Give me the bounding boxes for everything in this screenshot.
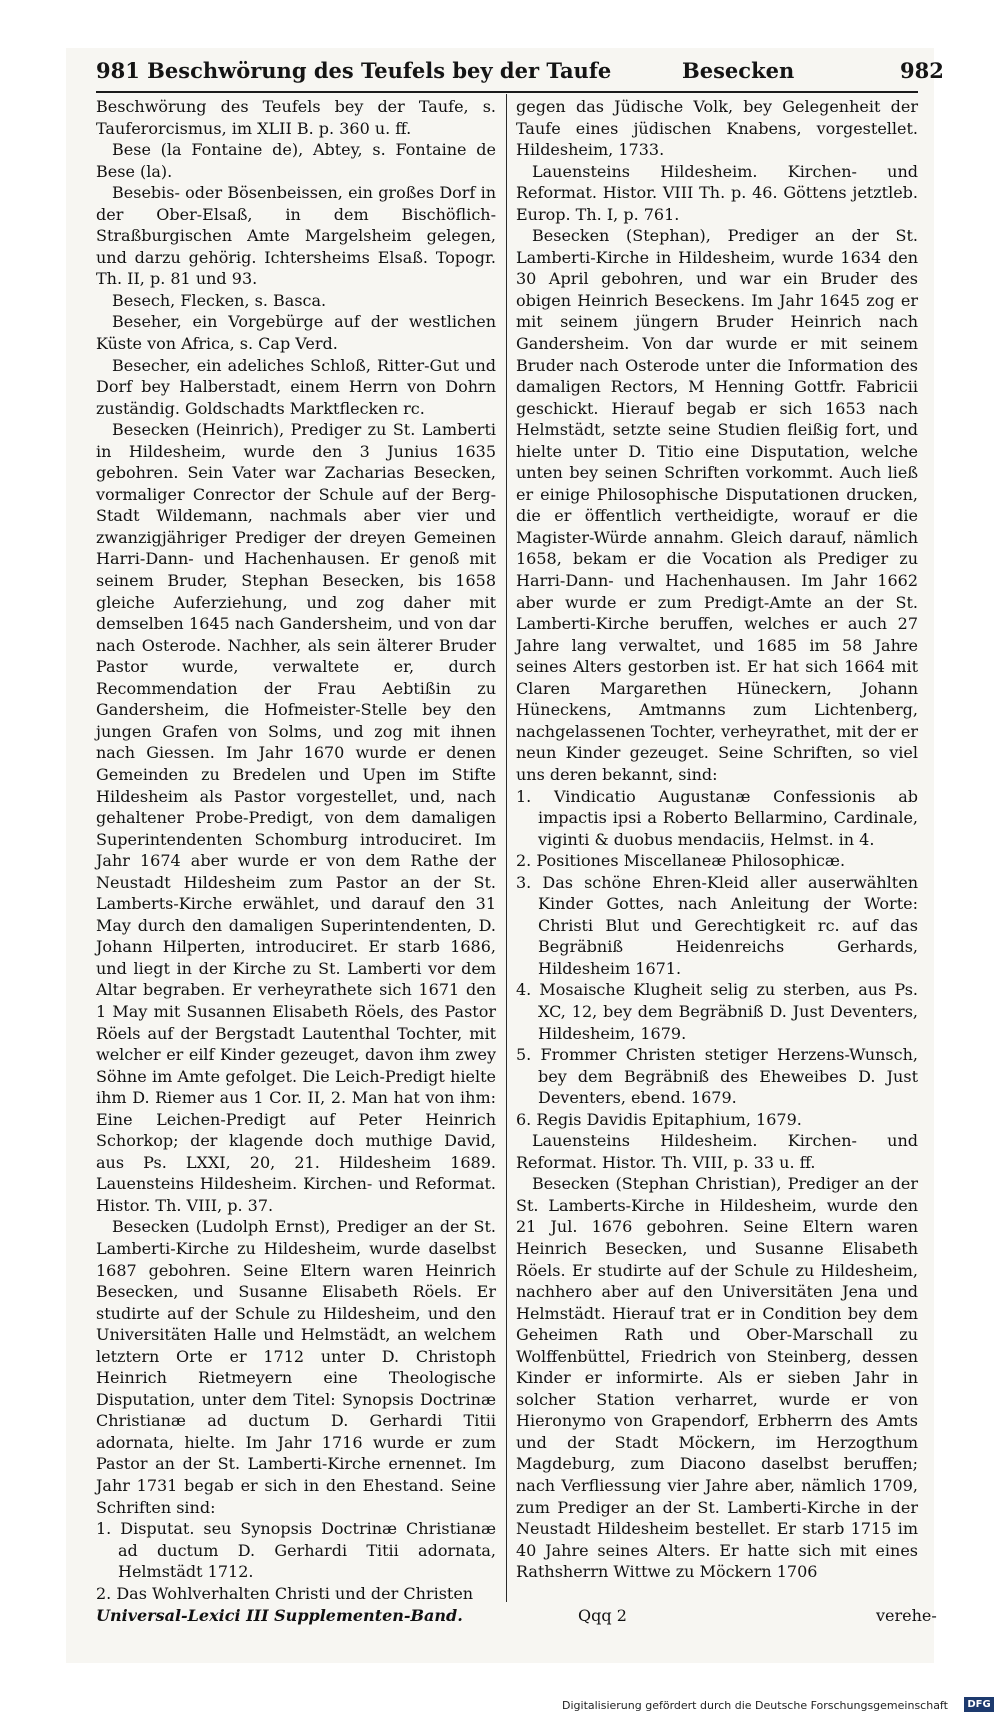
writings-item: 1. Disputat. seu Synopsis Doctrinæ Christianæ ad ductum D. Gerhardi Titii adornata, Helmstädt 1712. — [96, 1519, 496, 1582]
catchword: verehe- — [876, 1606, 937, 1625]
writings-item: 2. Das Wohlverhalten Christi und der Christen — [96, 1583, 474, 1603]
column-divider — [506, 94, 507, 1602]
writings-item: 4. Mosaische Klugheit selig zu sterben, aus Ps. XC, 12, bey dem Begräbniß D. Just Deventers, Hildesheim, 1679. — [516, 980, 918, 1043]
writings-item: 6. Regis Davidis Epitaphium, 1679. — [516, 1109, 802, 1129]
dfg-logo: DFG — [964, 1697, 994, 1712]
source-citation: Lauensteins Hildesheim. Kirchen- und Reformat. Histor. VIII Th. p. 46. Göttens jetztleb. Europ. Th. I, p. 761. — [516, 161, 918, 224]
entry-beschwoerung: Beschwörung des Teufels bey der Taufe, s. Tauferorcismus, im XLII B. p. 360 u. ff. — [96, 97, 496, 138]
entry-besecken-heinrich: Besecken (Heinrich), Prediger zu St. Lamberti in Hildesheim, wurde den 3 Junius 1635 gebohren. Sein Vater war Zacharias Besecken, vormaliger Conrector der Schule auf der Berg-Stadt Wildemann, nachmals aber vier und zwanzigjähriger Prediger der dreyen Gemeinen Harri-Dann- und Hachenhausen. Er genoß mit seinem Bruder, Stephan Besecken, bis 1658 gleiche Auferziehung, und zog daher mit demselben 1645 nach Gandersheim, und von dar nach Osterode. Nachher, als sein älterer Bruder Pastor wurde, verwaltete er, durch Recommendation der Frau Aebtißin zu Gandersheim, die Hofmeister-Stelle bey den jungen Grafen von Solms, und zog mit ihnen nach Giessen. Im Jahr 1670 wurde er denen Gemeinden zu Bredelen und Upen im Stifte Hildesheim als Pastor vorgestellet, und, nach gehaltener Probe-Predigt, von dem damaligen Superintendenten Schomburg introduciret. Im Jahr 1674 aber wurde er von dem Rathe der Neustadt Hildesheim zum Pastor an der St. Lamberts-Kirche erwählet, und darauf den 31 May durch den damaligen Superintendenten, D. Johann Hilperten, introduciret. Er starb 1686, und liegt in der Kirche zu St. Lamberti vor dem Altar begraben. Er verheyrathete sich 1671 den 1 May mit Susannen Elisabeth Röels, des Pastor Röels auf der Bergstadt Lautenthal Tochter, mit welcher er eilf Kinder gezeuget, davon ihm zwey Söhne im Amte gefolget. Die Leich-Predigt hielte ihm D. Riemer aus 1 Cor. II, 2. Man hat von ihm: Eine Leichen-Predigt auf Peter Heinrich Schorkop; der klagende doch muthige David, aus Ps. LXXI, 20, 21. Hildesheim 1689. Lauensteins Hildesheim. Kirchen- und Reformat. Histor. Th. VIII, p. 37. — [96, 420, 496, 1215]
entry-besecher: Besecher, ein adeliches Schloß, Ritter-Gut und Dorf bey Halberstadt, einem Herrn von Dohrn zuständig. Goldschadts Marktflecken rc. — [96, 355, 496, 418]
running-head-left: 981 Beschwörung des Teufels bey der Taufe — [96, 58, 612, 83]
signature-mark: Qqq 2 — [578, 1606, 627, 1625]
entry-bese: Bese (la Fontaine de), Abtey, s. Fontaine de Bese (la). — [96, 140, 496, 181]
entry-continuation: gegen das Jüdische Volk, bey Gelegenheit der Taufe eines jüdischen Knabens, vorgestellet. Hildesheim, 1733. — [516, 97, 918, 160]
source-citation: Lauensteins Hildesheim. Kirchen- und Reformat. Histor. Th. VIII, p. 33 u. ff. — [516, 1131, 918, 1172]
entry-besecken-ludolph: Besecken (Ludolph Ernst), Prediger an der St. Lamberti-Kirche zu Hildesheim, wurde daselbst 1687 gebohren. Seine Eltern waren Heinrich Besecken, und Susanne Elisabeth Röels. Er studirte auf der Schule zu Hildesheim, und den Universitäten Halle und Helmstädt, an welchem letztern Orte er 1712 unter D. Christoph Heinrich Rietmeyern eine Theologische Disputation, unter dem Titel: Synopsis Doctrinæ Christianæ ad ductum D. Gerhardi Titii adornata, hielte. Im Jahr 1716 wurde er zum Pastor an der St. Lamberti-Kirche ernennet. Im Jahr 1731 begab er sich in den Ehestand. Seine Schriften sind: — [96, 1217, 496, 1517]
entry-besecken-stephan: Besecken (Stephan), Prediger an der St. Lamberti-Kirche in Hildesheim, wurde 1634 den 30 April gebohren, und war ein Bruder des obigen Heinrich Beseckens. Im Jahr 1645 zog er mit seinem jüngern Bruder Heinrich nach Gandersheim. Von dar wurde er mit seinem Bruder nach Osterode unter die Information des damaligen Rectors, M Henning Gottfr. Fabricii geschickt. Hierauf begab er sich 1653 nach Helmstädt, setzte seine Studien fleißig fort, und hielte unter D. Titio eine Disputation, welche unten bey seinen Schriften vorkommt. Auch ließ er einige Philosophische Disputationen drucken, die er öffentlich vertheidigte, worauf er die Magister-Würde annahm. Gleich darauf, nämlich 1658, bekam er die Vocation als Prediger zu Harri-Dann- und Hachenhausen. Im Jahr 1662 aber wurde er zum Predigt-Amte an der St. Lamberti-Kirche beruffen, welches er auch 27 Jahre lang verwaltet, und 1685 im 58 Jahre seines Alters gestorben ist. Er hat sich 1664 mit Claren Margarethen Hüneckern, Johann Hüneckens, Amtmanns zum Lichtenberg, nachgelassenen Tochter, verheyrathet, mit der er neun Kinder gezeuget. Seine Schriften, so viel uns deren bekannt, sind: — [516, 226, 918, 784]
writings-item: 2. Positiones Miscellaneæ Philosophicæ. — [516, 851, 846, 871]
page-number: 982 — [900, 58, 944, 83]
left-column — [96, 96, 496, 1604]
digitization-credit: Digitalisierung gefördert durch die Deutsche Forschungsgemeinschaft — [562, 1699, 948, 1712]
writings-item: 3. Das schöne Ehren-Kleid aller auserwählten Kinder Gottes, nach Anleitung der Worte: Christi Blut und Gerechtigkeit rc. auf das Begräbniß Heidenreichs Gerhards, Hildesheim 1671. — [516, 872, 918, 978]
header-rule — [96, 91, 918, 93]
entry-besebis: Besebis- oder Bösenbeissen, ein großes Dorf in der Ober-Elsaß, in dem Bischöflich-Straßburgischen Amte Margelsheim gelegen, und darzu gehörig. Ichtersheims Elsaß. Topogr. Th. II, p. 81 und 93. — [96, 183, 496, 289]
entry-besecken-stephan-christian: Besecken (Stephan Christian), Prediger an der St. Lamberts-Kirche in Hildesheim, wurde den 21 Jul. 1676 gebohren. Seine Eltern waren Heinrich Besecken, und Susanne Elisabeth Röels. Er studirte auf der Schule zu Hildesheim, nachhero aber auf den Universitäten Jena und Helmstädt. Hierauf trat er in Condition bey dem Geheimen Rath und Ober-Marschall zu Wolffenbüttel, Friedrich von Steinberg, dessen Kinder er informirte. Als er sieben Jahr in solcher Station verharret, wurde er von Hieronymo von Grapendorf, Erbherrn des Amts und der Stadt Möckern, im Herzogthum Magdeburg, zum Diacono daselbst beruffen; nach Verfliessung vier Jahre aber, nämlich 1709, zum Prediger an der St. Lamberti-Kirche in der Neustadt Hildesheim bestellet. Er starb 1715 im 40 Jahre seines Alters. Er hatte sich mit eines Rathsherrn Wittwe zu Möckern 1706 — [516, 1174, 918, 1582]
writings-item: 1. Vindicatio Augustanæ Confessionis ab impactis ipsi a Roberto Bellarmino, Cardinale, viginti & duobus mendaciis, Helmst. in 4. — [516, 786, 918, 849]
right-column — [516, 96, 918, 1583]
running-head-keyword: Besecken — [682, 58, 795, 83]
writings-item: 5. Frommer Christen stetiger Herzens-Wunsch, bey dem Begräbniß des Eheweibes D. Just Deventers, ebend. 1679. — [516, 1045, 918, 1108]
entry-besech: Besech, Flecken, s. Basca. — [112, 290, 327, 310]
entry-beseher: Beseher, ein Vorgebürge auf der westlichen Küste von Africa, s. Cap Verd. — [96, 312, 496, 354]
volume-footer: Universal-Lexici III Supplementen-Band. — [96, 1606, 463, 1625]
